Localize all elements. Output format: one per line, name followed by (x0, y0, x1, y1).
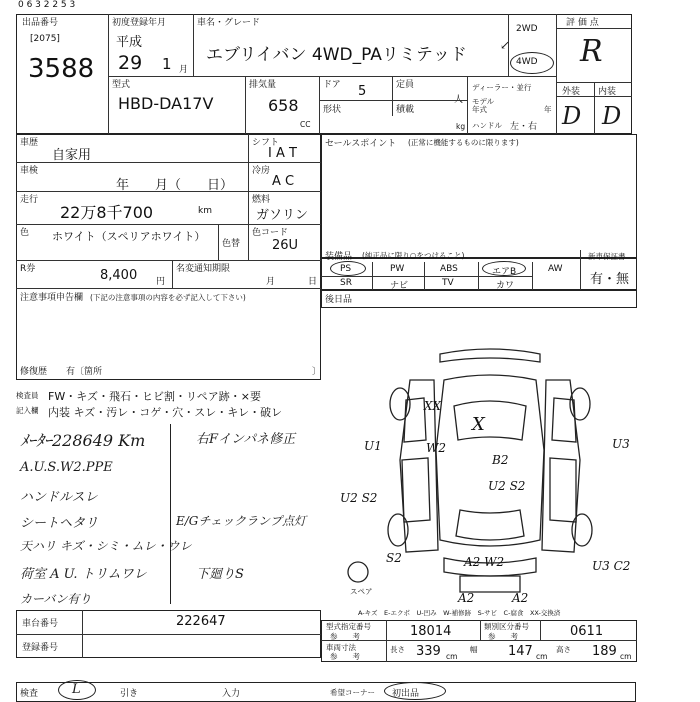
expiry-unit1: 月 (266, 277, 276, 287)
doors-label: ドア (323, 80, 341, 90)
note-right-3: 下廻りS (196, 567, 244, 582)
exterior-grade: D (562, 102, 582, 130)
fuel: ガソリン (256, 208, 309, 223)
color-label: 色 (20, 228, 30, 238)
type-label: 型式指定番号 (326, 622, 371, 631)
mark-s2: S2 (386, 551, 402, 565)
eq-abs: ABS (440, 264, 458, 274)
check-value: L (72, 682, 81, 697)
type-sub: 参 考 (330, 632, 360, 641)
history-label: 車歴 (20, 138, 39, 148)
eq-navi: ナビ (390, 281, 409, 291)
rear-label: 後日品 (325, 295, 353, 305)
car-name: エブリイバン 4WD_PAリミテッド (206, 45, 467, 65)
interior-label: 内装 (598, 87, 617, 97)
repair-value: 有〔箇所 (66, 367, 103, 377)
displacement: 658 (268, 96, 299, 115)
car-diagram (340, 340, 640, 620)
capacity-label: 定員 (396, 80, 415, 90)
dims-sub: 参 考 (330, 652, 360, 661)
mark-w2: W2 (426, 441, 446, 455)
eq-tv: TV (442, 278, 454, 288)
inspector-label1: 検査員 (16, 391, 39, 400)
dealer-label: ディーラー・並行 (472, 83, 532, 92)
mark-u3c2: U3 C2 (592, 559, 631, 573)
exterior-label: 外装 (562, 87, 581, 97)
model-year-unit: 年 (544, 105, 552, 114)
model-year-label: モデル年式 (472, 97, 495, 114)
first-reg-label: 初度登録年月 (112, 18, 167, 28)
mark-u2s2-center: U2 S2 (488, 479, 526, 493)
interior-grade: D (602, 102, 622, 130)
eq-sr: SR (340, 278, 352, 288)
mark-b2: B2 (492, 453, 509, 467)
note-2: A.U.S.W2.PPE (20, 460, 113, 475)
expiry-unit2: 日 (308, 277, 318, 287)
mark-u2s2-left: U2 S2 (340, 491, 378, 505)
handle-label: ハンドル (472, 121, 502, 130)
note-6: 荷室 A U. トリムワレ (20, 567, 147, 582)
height-label: 高さ (556, 645, 571, 654)
drive-4wd: 4WD (516, 57, 538, 67)
capacity-unit: 人 (454, 95, 464, 105)
height: 189 (592, 644, 617, 659)
repair-label: 修復歴 (20, 367, 48, 377)
notes-label: 注意事項申告欄 (20, 293, 84, 303)
eq-aw: AW (548, 264, 563, 274)
length-unit: cm (446, 652, 458, 661)
note-7: カーバン有り (20, 592, 92, 606)
desired-value: 初出品 (392, 689, 420, 699)
load-unit: kg (456, 122, 466, 131)
height-unit: cm (620, 652, 632, 661)
input-label: 入力 (222, 689, 241, 699)
class-label: 類別区分番号 (484, 622, 529, 631)
color-change-label: 色替 (222, 239, 241, 249)
mark-a2-1: A2 (458, 591, 475, 605)
eq-airbag: エアB (492, 267, 517, 277)
class-no: 0611 (570, 624, 604, 639)
class-sub: 参 考 (488, 632, 518, 641)
repair-close: 〕 (312, 367, 322, 377)
inspector-label2: 記入欄 (16, 406, 39, 415)
disp-unit: CC (300, 120, 311, 129)
disp-label: 排気量 (249, 80, 277, 90)
drive-2wd: 2WD (516, 24, 538, 34)
shape-label: 形状 (323, 105, 342, 115)
mileage: 22万8千700 (60, 203, 154, 222)
lot-sub: [2075] (30, 34, 60, 44)
note-1: ﾒｰﾀｰ228649 Km (20, 431, 146, 450)
recycle-unit: 円 (156, 277, 166, 287)
doors: 5 (358, 84, 367, 99)
equipment-label: 装備品 (325, 252, 353, 262)
shift-label: シフト (252, 138, 280, 148)
hikiage-label: 引き (120, 689, 139, 699)
expiry-label: 名変通知期限 (176, 264, 231, 274)
note-3: ハンドルスレ (20, 490, 98, 505)
reg-year: 29 (118, 52, 143, 74)
eq-kawa: カワ (496, 281, 515, 291)
model: HBD-DA17V (118, 94, 214, 113)
sales-sub: (正常に機能するものに限ります) (408, 138, 519, 147)
history: 自家用 (52, 148, 92, 163)
recycle: 8,400 (100, 268, 138, 283)
ac-label: 冷房 (252, 166, 271, 176)
inspector-row2: 内装 キズ・汚レ・コゲ・穴・スレ・キレ・破レ (48, 406, 283, 419)
sales-label: セールスポイント (325, 139, 397, 149)
eq-ps: PS (340, 264, 352, 274)
equipment-sub: (純正品に限り○をつけること) (362, 251, 465, 260)
car-no-label: 車台番号 (22, 619, 59, 629)
mark-x: X (472, 414, 485, 435)
reg-no-label: 登録番号 (22, 643, 59, 653)
load-label: 積載 (396, 105, 415, 115)
inspection-label: 車検 (20, 166, 39, 176)
model-label: 型式 (112, 80, 131, 90)
note-4: シートヘタリ (20, 516, 99, 531)
notes-sub: (下記の注意事項の内容を必ず記入して下さい) (90, 293, 246, 302)
inspector-row1: FW・キズ・飛石・ヒビ割・リペア跡・×要 (48, 390, 261, 403)
sales-box (321, 134, 637, 258)
length-label: 長さ (390, 645, 405, 654)
mark-u3: U3 (612, 437, 630, 451)
length: 339 (416, 644, 441, 659)
month-unit: 月 (179, 65, 189, 75)
check-label: 検査 (20, 689, 39, 699)
ac: A C (272, 174, 295, 189)
note-5: 天ハリ キズ・シミ・ムレ・ウレ (20, 539, 192, 553)
width: 147 (508, 644, 533, 659)
mileage-unit: km (198, 206, 212, 216)
car-no: 222647 (176, 614, 226, 629)
reg-month: 1 (162, 55, 172, 73)
note-right-1: 右Fインパネ修正 (196, 432, 296, 447)
score-value: R (580, 34, 603, 69)
spare-label: スペア (350, 587, 373, 596)
mileage-label: 走行 (20, 195, 39, 205)
check-row (16, 682, 636, 702)
damage-legend: A-キズ E-エクボ U-凹み W-補修跡 S-サビ C-腐食 XX-交換済 (358, 609, 561, 617)
warranty-label: 新車保証書 (588, 252, 626, 261)
details-block (16, 134, 321, 380)
inspection: 年 月（ 日） (116, 178, 234, 193)
lot-number: 3588 (28, 54, 95, 84)
recycle-label: R券 (20, 264, 36, 274)
color-code-label: 色コード (252, 228, 289, 238)
handle: 左・右 (510, 122, 538, 132)
mark-a2w2: A2 W2 (464, 555, 505, 569)
fuel-label: 燃料 (252, 195, 271, 205)
top-strip: 0 6 3 2 2 5 3 (18, 0, 76, 10)
mark-u1: U1 (364, 439, 382, 453)
warranty: 有・無 (590, 272, 630, 287)
shift: I A T (268, 146, 297, 161)
color: ホワイト（スペリアホワイト） (52, 230, 206, 243)
era: 平成 (116, 35, 143, 50)
name-label: 車名・グレード (197, 18, 261, 28)
note-right-2: E/Gチェックランプ点灯 (176, 514, 307, 528)
desired-label: 希望コーナー (330, 688, 375, 697)
dims-label: 車両寸法 (326, 643, 356, 652)
type-no: 18014 (410, 624, 452, 639)
mark-a2-2: A2 (512, 591, 529, 605)
score-label: 評 価 点 (566, 18, 599, 28)
width-unit: cm (536, 652, 548, 661)
eq-pw: PW (390, 264, 405, 274)
mark-xx: XX (424, 399, 442, 413)
lot-label: 出品番号 (22, 18, 59, 28)
width-label: 幅 (470, 645, 478, 654)
color-code: 26U (272, 238, 299, 253)
